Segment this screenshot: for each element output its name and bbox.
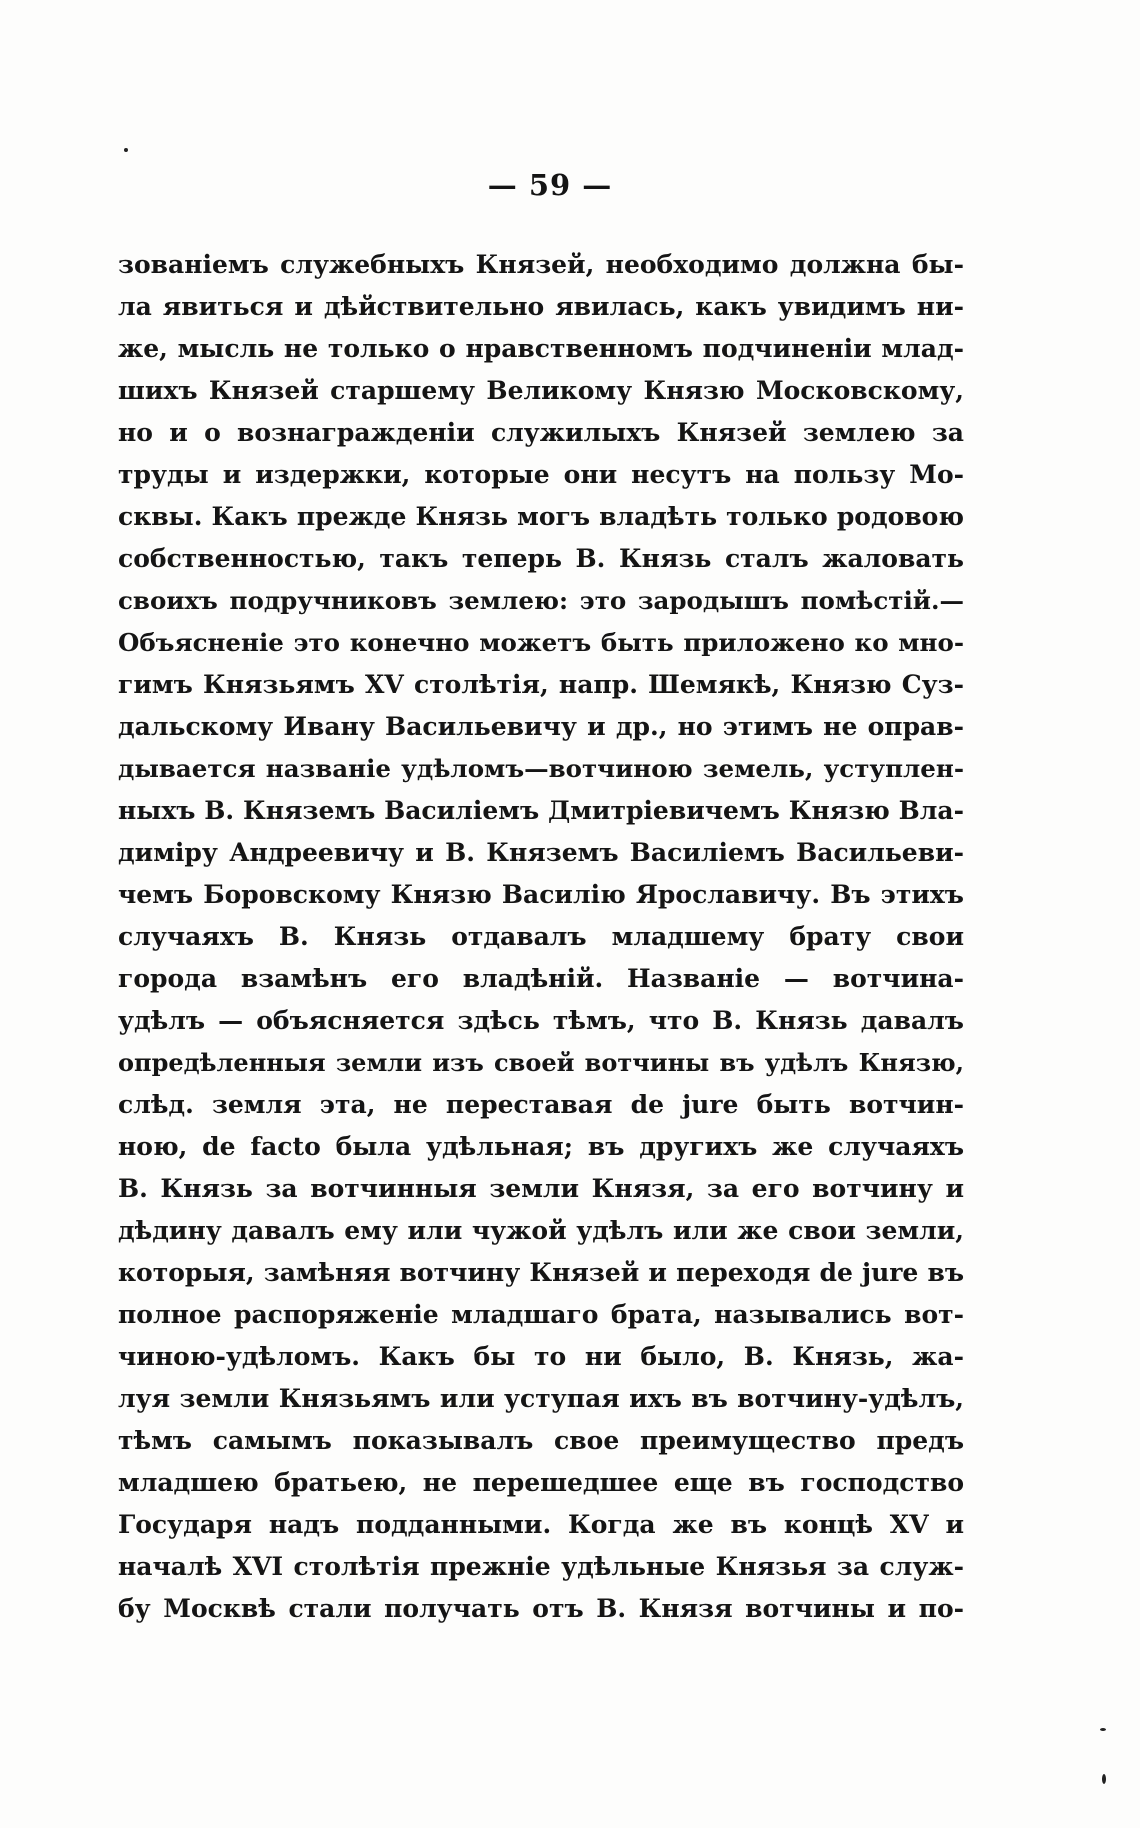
- text-line: чиною-удѣломъ. Какъ бы то ни было, В. Князь, жа-: [118, 1342, 964, 1371]
- text-line: сквы. Какъ прежде Князь могъ владѣть только родовою: [118, 502, 964, 531]
- text-line: слѣд. земля эта, не переставая de jure быть вотчин-: [118, 1090, 964, 1119]
- scan-speck: [124, 148, 128, 152]
- text-line: удѣлъ — объясняется здѣсь тѣмъ, что В. Князь давалъ: [118, 1006, 964, 1035]
- text-line: ною, de facto была удѣльная; въ другихъ же случаяхъ: [118, 1132, 964, 1161]
- text-line: опредѣленныя земли изъ своей вотчины въ удѣлъ Князю,: [118, 1048, 964, 1077]
- text-line: зованіемъ служебныхъ Князей, необходимо должна бы-: [118, 250, 964, 279]
- text-line: диміру Андреевичу и В. Княземъ Василіемъ Васильеви-: [118, 838, 964, 867]
- text-line: началѣ XVI столѣтія прежніе удѣльные Князья за служ-: [118, 1552, 964, 1581]
- text-line: бу Москвѣ стали получать отъ В. Князя вотчины и по-: [118, 1594, 964, 1623]
- text-line: младшею братьею, не перешедшее еще въ господство: [118, 1468, 964, 1497]
- text-line: дѣдину давалъ ему или чужой удѣлъ или же свои земли,: [118, 1216, 964, 1245]
- text-line: своихъ подручниковъ землею: это зародышъ помѣстій.—: [118, 586, 964, 615]
- text-line: тѣмъ самымъ показывалъ свое преимущество предъ: [118, 1426, 964, 1455]
- text-line: но и о вознагражденіи служилыхъ Князей землею за: [118, 418, 964, 447]
- text-line: дальскому Ивану Васильевичу и др., но этимъ не оправ-: [118, 712, 964, 741]
- scan-speck: [1102, 1774, 1106, 1784]
- text-line: ла явиться и дѣйствительно явилась, какъ увидимъ ни-: [118, 292, 964, 321]
- text-line: ныхъ В. Княземъ Василіемъ Дмитріевичемъ Князю Вла-: [118, 796, 964, 825]
- text-line: случаяхъ В. Князь отдавалъ младшему брату свои: [118, 922, 964, 951]
- text-line: Государя надъ подданными. Когда же въ концѣ XV и: [118, 1510, 964, 1539]
- text-line: шихъ Князей старшему Великому Князю Московскому,: [118, 376, 964, 405]
- text-line: же, мысль не только о нравственномъ подчиненіи млад-: [118, 334, 964, 363]
- text-line: дывается названіе удѣломъ—вотчиною земель, уступлен-: [118, 754, 964, 783]
- text-line: гимъ Князьямъ XV столѣтія, напр. Шемякѣ, Князю Суз-: [118, 670, 964, 699]
- text-line: полное распоряженіе младшаго брата, назывались вот-: [118, 1300, 964, 1329]
- scan-speck: [1100, 1728, 1106, 1731]
- text-line: Объясненіе это конечно можетъ быть приложено ко мно-: [118, 628, 964, 657]
- text-line: чемъ Боровскому Князю Василію Ярославичу. Въ этихъ: [118, 880, 964, 909]
- page-number: — 59 —: [487, 168, 613, 202]
- text-line: В. Князь за вотчинныя земли Князя, за его вотчину и: [118, 1174, 964, 1203]
- text-line: которыя, замѣняя вотчину Князей и переходя de jure въ: [118, 1258, 964, 1287]
- text-line: собственностью, такъ теперь В. Князь сталъ жаловать: [118, 544, 964, 573]
- text-line: луя земли Князьямъ или уступая ихъ въ вотчину-удѣлъ,: [118, 1384, 964, 1413]
- text-line: труды и издержки, которые они несутъ на пользу Мо-: [118, 460, 964, 489]
- body-text: [118, 244, 964, 1630]
- text-line: города взамѣнъ его владѣній. Названіе — вотчина-: [118, 964, 964, 993]
